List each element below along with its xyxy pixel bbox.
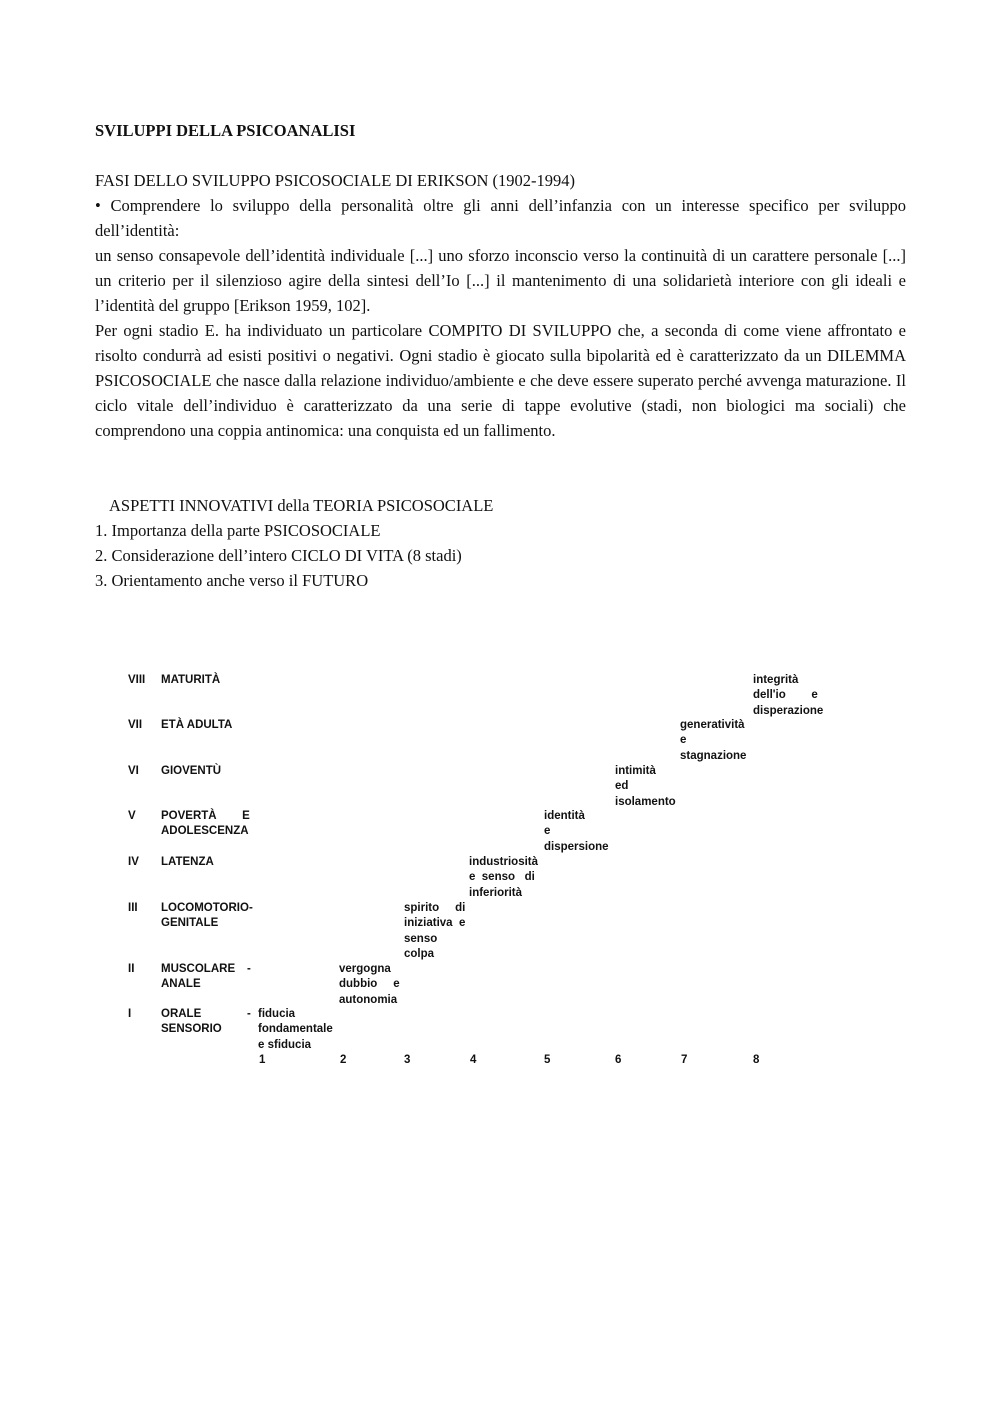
aspects-item: 1. Importanza della parte PSICOSOCIALE — [95, 521, 381, 540]
dilemma-line: stagnazione — [680, 749, 747, 762]
stage-name — [161, 901, 253, 932]
paragraph-intro: • Comprendere lo sviluppo della personalità oltre gli anni dell’infanzia con un interesse specifico per sviluppo dell’identità: — [95, 196, 906, 240]
dilemma-line: inferiorità — [469, 886, 523, 899]
stage-name — [161, 673, 220, 688]
dilemma-line: fiducia — [258, 1008, 296, 1020]
stage-name-line: ANALE — [161, 978, 201, 991]
stage-roman-numeral: I — [128, 1008, 132, 1020]
psychosocial-dilemma — [404, 901, 465, 962]
stage-column-number: 5 — [544, 1054, 551, 1066]
dilemma-line: vergogna — [339, 963, 391, 975]
psychosocial-dilemma — [544, 809, 609, 855]
stage-name-line: GENITALE — [161, 917, 219, 930]
stage-name — [161, 855, 214, 870]
paragraph-quote: un senso consapevole dell’identità individuale [...] uno sforzo inconscio verso la continuità di un carattere personale [...] un criterio per il silenzioso agire della sintesi dell’Io [...] il mantenimento di una solidarietà interiore con gli ideali e l’identità del gruppo [Erikson 1959, 102]. — [95, 246, 906, 315]
stage-name-line: GIOVENTÙ — [161, 765, 222, 777]
dilemma-line: e sfiducia — [258, 1038, 312, 1051]
dilemma-line: identità — [544, 810, 585, 822]
dilemma-line: senso — [404, 932, 438, 945]
stage-name — [161, 1007, 222, 1038]
aspects-item: 3. Orientamento anche verso il FUTURO — [95, 571, 369, 590]
dilemma-line: isolamento — [615, 795, 676, 808]
psychosocial-dilemma — [615, 764, 676, 810]
dilemma-line: iniziativa e — [404, 917, 466, 930]
dilemma-line: colpa — [404, 947, 435, 960]
stage-column-number: 1 — [259, 1054, 266, 1066]
stage-name-line: MUSCOLARE — [161, 963, 236, 975]
aspects-item: 2. Considerazione dell’intero CICLO DI VITA (8 stadi) — [95, 546, 462, 565]
dilemma-line: disperazione — [753, 704, 824, 717]
stage-column-number: 7 — [681, 1054, 688, 1066]
dilemma-line: fondamentale — [258, 1023, 333, 1036]
dilemma-line: dubbio e — [339, 978, 400, 991]
stage-name — [161, 718, 232, 733]
stage-name-line: ETÀ ADULTA — [161, 719, 233, 731]
psychosocial-dilemma — [469, 855, 538, 901]
stage-roman-numeral: III — [128, 902, 138, 914]
dilemma-line: dell'io e — [753, 689, 818, 702]
dilemma-line: ed — [615, 780, 629, 793]
stage-name-line: MATURITÀ — [161, 674, 221, 686]
paragraph-stages: Per ogni stadio E. ha individuato un particolare COMPITO DI SVILUPPO che, a seconda di come viene affrontato e risolto condurrà ad esisti positivi o negativi. Ogni stadio è giocato sulla bipolarità ed è caratterizzato da un DILEMMA PSICOSOCIALE che nasce dalla relazione individuo/ambiente e che deve essere superato perché avvenga maturazione. Il ciclo vitale dell’individuo è caratterizzato da una serie di tappe evolutive (stadi, non biologici ma sociali) che comprendono una coppia antinomica: una conquista ed un fallimento. — [95, 321, 906, 440]
dilemma-line: dispersione — [544, 840, 609, 853]
aspects-title: ASPETTI INNOVATIVI della TEORIA PSICOSOCIALE — [109, 496, 494, 515]
stage-name — [161, 962, 235, 993]
stage-roman-numeral: VI — [128, 765, 139, 777]
stage-roman-numeral: V — [128, 810, 136, 822]
stage-dash: - — [247, 1008, 251, 1020]
stage-column-number: 3 — [404, 1054, 411, 1066]
dilemma-line: integrità — [753, 674, 799, 686]
stage-roman-numeral: II — [128, 963, 135, 975]
stage-roman-numeral: VII — [128, 719, 143, 731]
dilemma-line: generatività — [680, 719, 745, 731]
stage-roman-numeral: IV — [128, 856, 139, 868]
dilemma-line: industriosità — [469, 856, 539, 868]
stage-column-number: 4 — [470, 1054, 477, 1066]
psychosocial-dilemma — [339, 962, 400, 1008]
stage-name-line: ORALE — [161, 1008, 202, 1020]
stage-dash: - — [247, 963, 251, 975]
stage-column-number: 6 — [615, 1054, 622, 1066]
stage-name — [161, 809, 250, 840]
psychosocial-dilemma — [258, 1007, 333, 1053]
dilemma-line: e senso di — [469, 871, 535, 884]
stage-name-line: ADOLESCENZA — [161, 825, 249, 838]
psychosocial-dilemma — [753, 673, 823, 719]
subheading: FASI DELLO SVILUPPO PSICOSOCIALE DI ERIKSON (1902-1994) — [95, 171, 576, 190]
stage-name-line: LATENZA — [161, 856, 214, 868]
stage-column-number: 2 — [340, 1054, 347, 1066]
stage-name-line: POVERTÀ E — [161, 810, 250, 822]
stage-name-line: SENSORIO — [161, 1023, 222, 1036]
stage-name — [161, 764, 221, 779]
psychosocial-dilemma — [680, 718, 746, 764]
dilemma-line: autonomia — [339, 993, 398, 1006]
stage-column-number: 8 — [753, 1054, 760, 1066]
document-heading: SVILUPPI DELLA PSICOANALISI — [95, 121, 356, 140]
stage-roman-numeral: VIII — [128, 674, 146, 686]
stage-name-line: LOCOMOTORIO- — [161, 902, 253, 914]
dilemma-line: spirito di — [404, 902, 466, 914]
dilemma-line: e — [680, 734, 687, 747]
dilemma-line: intimità — [615, 765, 656, 777]
dilemma-line: e — [544, 825, 551, 838]
